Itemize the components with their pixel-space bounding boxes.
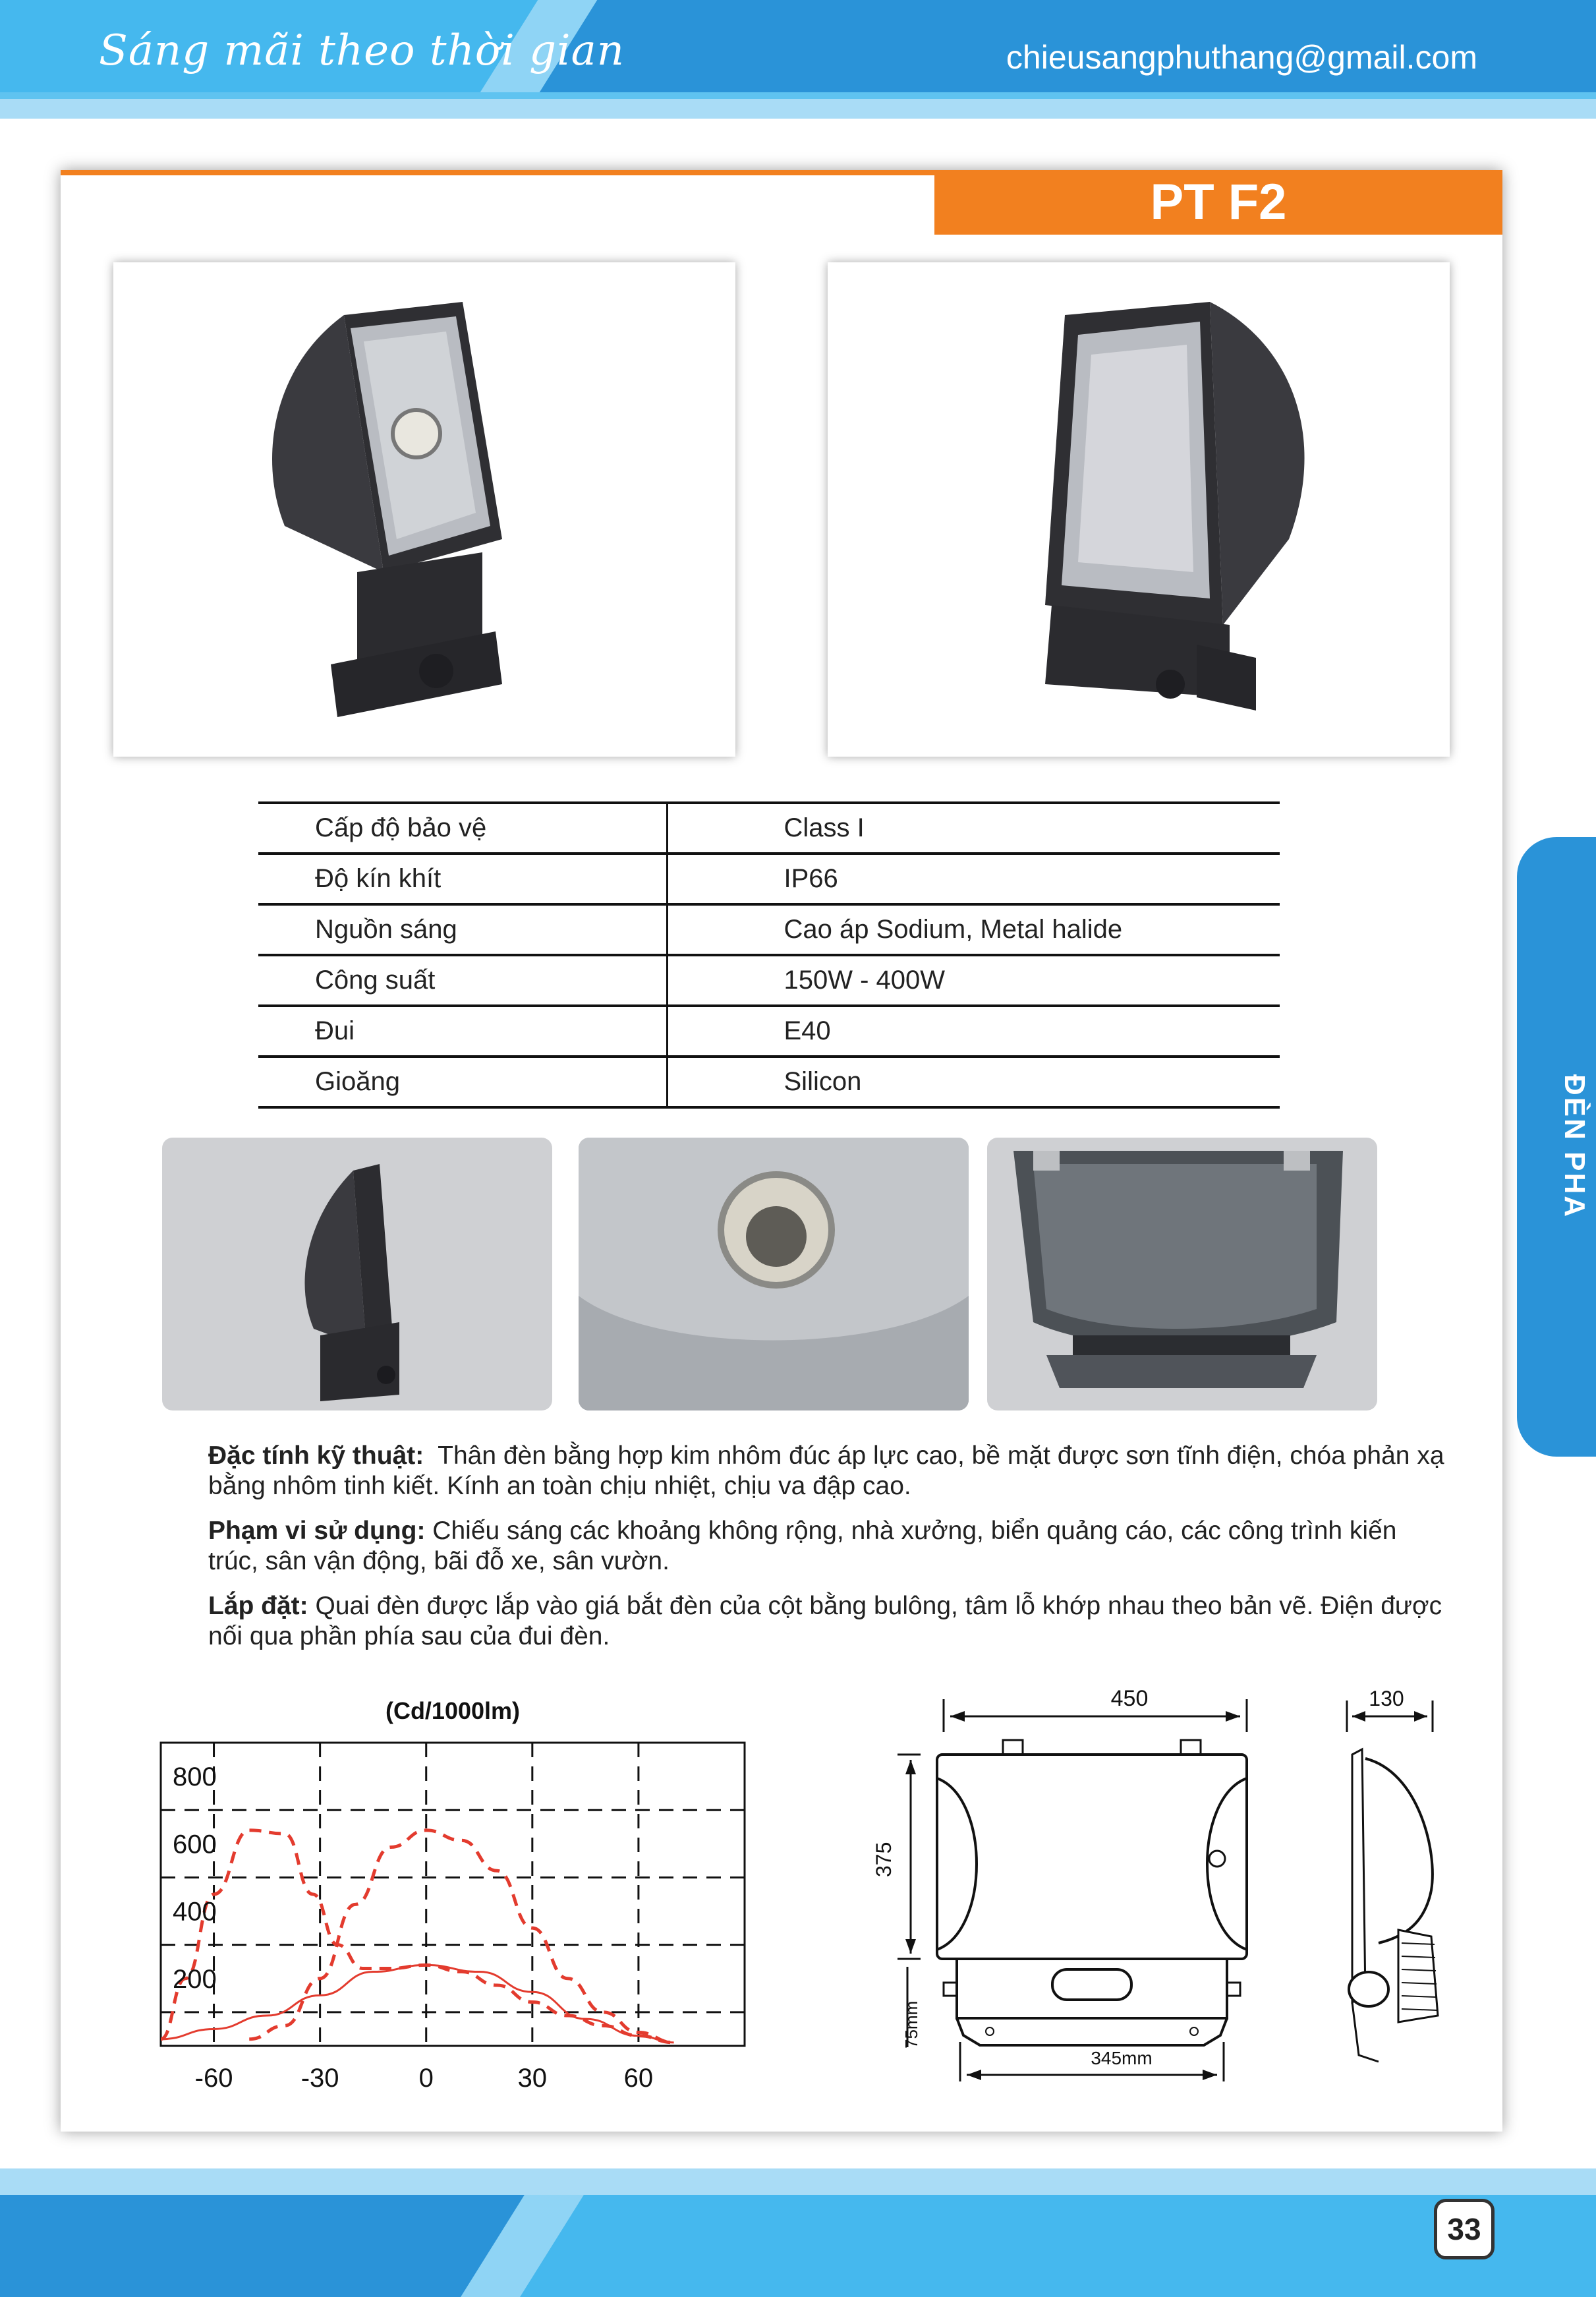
spec-label: Độ kín khít	[258, 854, 667, 904]
chart-series-line-1	[161, 1830, 674, 2043]
slogan: Sáng mãi theo thời gian	[99, 26, 625, 75]
side-view-outline	[1352, 1749, 1365, 2002]
dimension-drawing	[851, 1686, 1444, 2095]
install-label: Lắp đặt:	[208, 1592, 308, 1620]
table-row	[258, 803, 1280, 854]
bracket-height-label: 75mm	[901, 2000, 921, 2049]
install-paragraph	[208, 1591, 1447, 1652]
usage-label: Phạm vi sử dụng:	[208, 1517, 426, 1545]
product-photo-side	[162, 1138, 552, 1410]
spec-value: Silicon	[667, 1057, 1280, 1107]
floodlight-illustration	[828, 262, 1450, 757]
spec-label: Cấp độ bảo vệ	[258, 803, 667, 854]
height-label: 375	[872, 1842, 896, 1877]
chart-y-tick-label: 600	[173, 1830, 217, 1859]
footer-band	[0, 2168, 1596, 2297]
technical-text: Thân đèn bằng hợp kim nhôm đúc áp lực cao, bề mặt được sơn tĩnh điện, chóa phản xạ bằng nhôm tinh kiết. Kính an toàn chịu nhiệt, chịu va đập cao.	[208, 1441, 1444, 1500]
page-number: 33	[1434, 2199, 1495, 2259]
technical-label: Đặc tính kỹ thuật:	[208, 1441, 424, 1470]
chart-frame	[161, 1743, 745, 2046]
floodlight-back-illustration	[987, 1138, 1377, 1410]
chart-x-tick-label: 30	[517, 2064, 548, 2093]
table-row	[258, 1057, 1280, 1107]
chart-x-tick-label: -60	[194, 2064, 233, 2093]
chart-x-tick-label: 0	[418, 2064, 434, 2093]
spec-value: 150W - 400W	[667, 955, 1280, 1006]
spec-value: Cao áp Sodium, Metal halide	[667, 904, 1280, 955]
chart-x-tick-label: -30	[300, 2064, 339, 2093]
product-model: PT F2	[934, 170, 1502, 235]
spec-label: Công suất	[258, 955, 667, 1006]
usage-paragraph	[208, 1516, 1447, 1577]
chart-x-tick-label: 60	[623, 2064, 654, 2093]
footer-stripe	[0, 2168, 1596, 2195]
spec-value: E40	[667, 1006, 1280, 1057]
width-label: 450	[1110, 1686, 1149, 1711]
card-top-line	[61, 170, 934, 175]
category-label: ĐÈN PHA	[1558, 1074, 1591, 1219]
spec-label: Gioăng	[258, 1057, 667, 1107]
spec-label: Đui	[258, 1006, 667, 1057]
product-photo-front-left	[113, 262, 735, 757]
chart-series-group	[161, 1830, 674, 2043]
product-description	[208, 1441, 1447, 1666]
spec-label: Nguồn sáng	[258, 904, 667, 955]
chart-x-ticks	[195, 2064, 654, 2093]
table-row	[258, 904, 1280, 955]
install-text: Quai đèn được lắp vào giá bắt đèn của cột bằng bulông, tâm lỗ khớp nhau theo bản vẽ. Điện được nối qua phần phía sau của đui đèn.	[208, 1592, 1442, 1650]
header-band	[0, 0, 1596, 119]
product-photo-reflector	[579, 1138, 969, 1410]
chart-y-tick-label: 200	[173, 1964, 217, 1994]
chart-series-line-2	[249, 1830, 673, 2043]
base-label: 345mm	[1091, 2048, 1153, 2068]
depth-label: 130	[1369, 1687, 1404, 1710]
chart-series-line-3	[161, 1965, 674, 2043]
table-row	[258, 854, 1280, 904]
chart-grid	[161, 1743, 745, 2046]
header-stripe	[0, 99, 1596, 119]
floodlight-illustration	[113, 262, 735, 757]
chart-y-tick-label: 800	[173, 1762, 217, 1792]
spec-value: Class I	[667, 803, 1280, 854]
table-row	[258, 955, 1280, 1006]
spec-value: IP66	[667, 854, 1280, 904]
product-card	[61, 170, 1502, 2132]
product-photo-back	[987, 1138, 1377, 1410]
chart-y-tick-label: 400	[173, 1897, 217, 1927]
product-photo-front-right	[828, 262, 1450, 757]
reflector-illustration	[579, 1138, 969, 1410]
technical-paragraph	[208, 1441, 1447, 1501]
contact-email[interactable]: chieusangphuthang@gmail.com	[1006, 39, 1477, 76]
category-side-tab[interactable]	[1517, 837, 1596, 1457]
front-body-outline	[937, 1755, 1247, 1959]
chart-title: (Cd/1000lm)	[385, 1697, 521, 1724]
light-distribution-chart	[61, 1686, 759, 2095]
spec-table	[258, 801, 1280, 1109]
floodlight-side-illustration	[162, 1138, 552, 1410]
table-row	[258, 1006, 1280, 1057]
usage-text: Chiếu sáng các khoảng không rộng, nhà xưởng, biển quảng cáo, các công trình kiến trúc, sân vận động, bãi đỗ xe, sân vườn.	[208, 1517, 1397, 1575]
